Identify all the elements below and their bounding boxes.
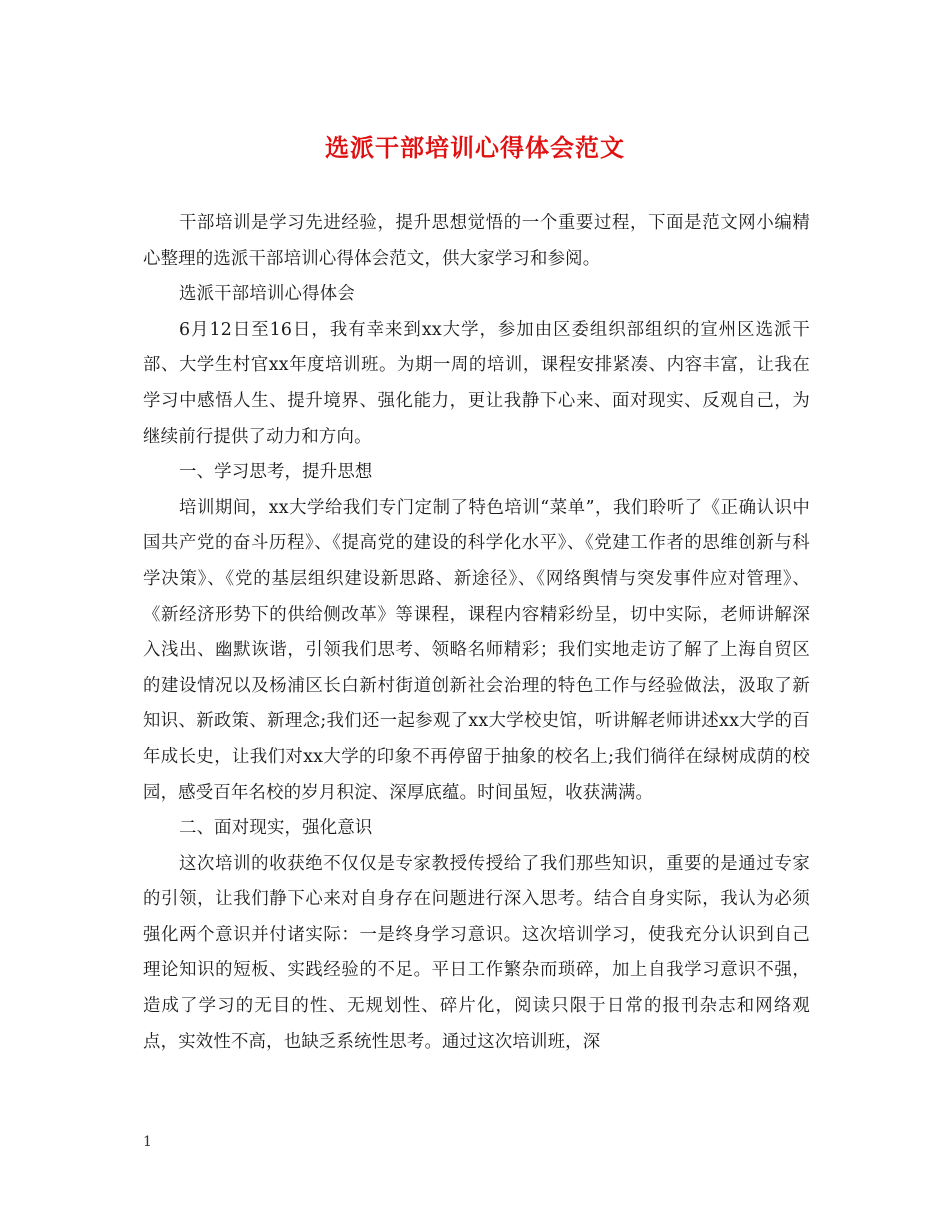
document-body xyxy=(143,206,810,1060)
section-heading-2: 二、面对现实，强化意识 xyxy=(179,818,373,839)
paragraph-opening: 6月12日至16日，我有幸来到xx大学，参加由区委组织部组织的宣州区选派干部、大学生村官xx年度培训班。为期一周的培训，课程安排紧凑、内容丰富，让我在学习中感悟人生、提升境界、强化能力，更让我静下心来、面对现实、反观自己，为继续前行提供了动力和方向。 xyxy=(143,319,810,447)
paragraph-subtitle: 选派干部培训心得体会 xyxy=(179,284,355,305)
section-heading-1: 一、学习思考，提升思想 xyxy=(179,462,373,483)
document-title: 选派干部培训心得体会范文 xyxy=(325,133,625,162)
paragraph-intro: 干部培训是学习先进经验，提升思想觉悟的一个重要过程，下面是范文网小编精心整理的选派干部培训心得体会范文，供大家学习和参阅。 xyxy=(143,213,810,269)
page-number: 1 xyxy=(143,1134,152,1150)
paragraph-section-1: 培训期间，xx大学给我们专门定制了特色培训“菜单”，我们聆听了《正确认识中国共产党的奋斗历程》、《提高党的建设的科学化水平》、《党建工作者的思维创新与科学决策》、《党的基层组织建设新思路、新途径》、《网络舆情与突发事件应对管理》、《新经济形势下的供给侧改革》等课程，课程内容精彩纷呈，切中实际，老师讲解深入浅出、幽默诙谐，引领我们思考、领略名师精彩；我们实地走访了解了上海自贸区的建设情况以及杨浦区长白新村街道创新社会治理的特色工作与经验做法，汲取了新知识、新政策、新理念;我们还一起参观了xx大学校史馆，听讲解老师讲述xx大学的百年成长史，让我们对xx大学的印象不再停留于抽象的校名上;我们徜徉在绿树成荫的校园，感受百年名校的岁月积淀、深厚底蕴。时间虽短，收获满满。 xyxy=(143,497,810,803)
paragraph-section-2: 这次培训的收获绝不仅仅是专家教授传授给了我们那些知识，重要的是通过专家的引领，让我们静下心来对自身存在问题进行深入思考。结合自身实际，我认为必须强化两个意识并付诸实际：一是终身学习意识。这次培训学习，使我充分认识到自己理论知识的短板、实践经验的不足。平日工作繁杂而琐碎，加上自我学习意识不强，造成了学习的无目的性、无规划性、碎片化，阅读只限于日常的报刊杂志和网络观点，实效性不高，也缺乏系统性思考。通过这次培训班，深 xyxy=(143,853,810,1052)
